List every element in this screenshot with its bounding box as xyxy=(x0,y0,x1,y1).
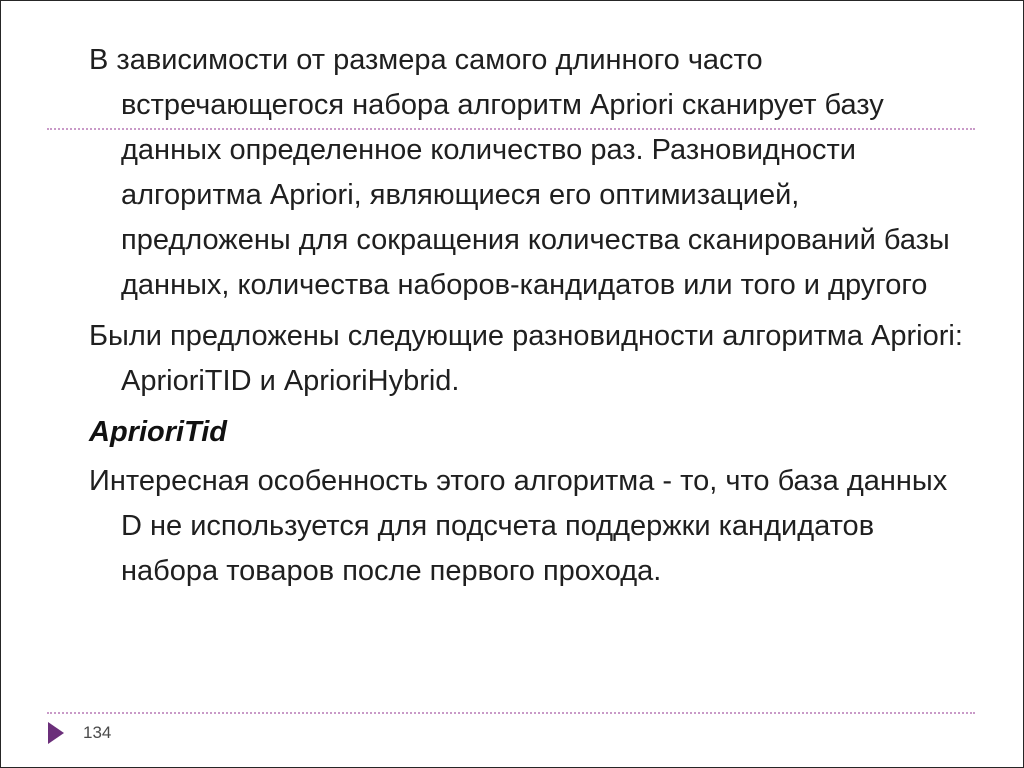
triangle-right-icon xyxy=(48,722,64,744)
section-heading: AprioriTid xyxy=(89,416,228,448)
bottom-divider xyxy=(47,712,975,714)
paragraph-2: Были предложены следующие разновидности алгоритма Apriori: AprioriTID и AprioriHybrid. xyxy=(89,320,963,397)
paragraph-3: Интересная особенность этого алгоритма - то, что база данных D не используется для подсчета поддержки кандидатов набора товаров после первого прохода. xyxy=(89,465,948,587)
page-number: 134 xyxy=(83,723,112,742)
slide-content xyxy=(89,38,969,600)
paragraph-1: В зависимости от размера самого длинного часто встречающегося набора алгоритм Apriori сканирует базу данных определенное количество раз. Разновидности алгоритма Apriori, являющиеся его оптимизацией, предложены для сокращения количества сканирований базы данных, количества наборов-кандидатов или того и другого xyxy=(89,44,950,301)
